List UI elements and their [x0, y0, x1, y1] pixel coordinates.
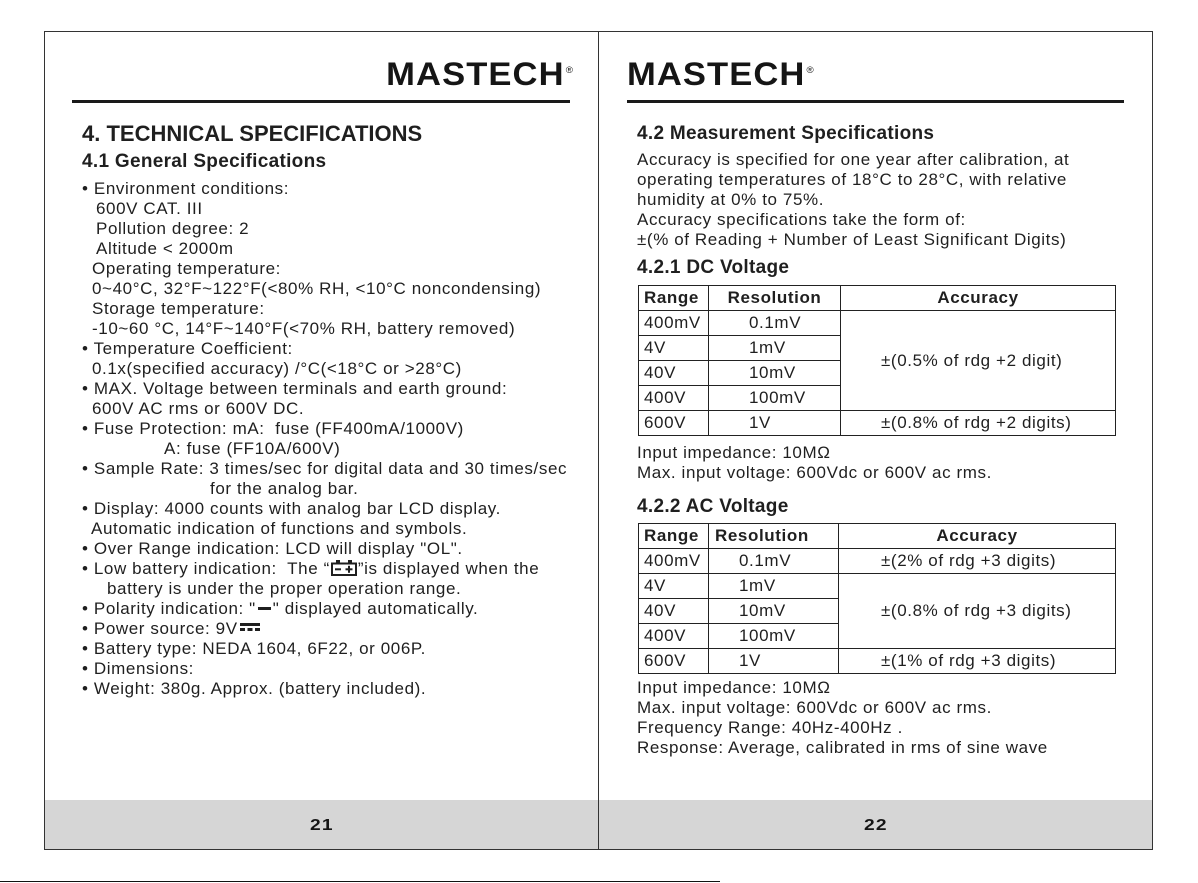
spec-fuse-a: A: fuse (FF10A/600V) [164, 439, 341, 458]
intro-line: operating temperatures of 18°C to 28°C, with relative [637, 170, 1067, 189]
logo-wordmark: MASTECH [386, 56, 565, 92]
accuracy-cell: ±(0.8% of rdg +2 digits) [841, 411, 1116, 436]
accuracy-cell: ±(2% of rdg +3 digits) [839, 549, 1116, 574]
polarity-text-after: " displayed automatically. [272, 599, 479, 618]
spec-display: • Display: 4000 counts with analog bar LCD display. [82, 499, 501, 518]
section-heading-measurement: 4.2 Measurement Specifications [637, 123, 935, 144]
column-header-range: Range [639, 524, 709, 549]
column-header-resolution: Resolution [709, 286, 841, 311]
column-header-accuracy: Accuracy [841, 286, 1116, 311]
mastech-logo [386, 56, 573, 92]
spec-low-battery [82, 559, 567, 579]
spec-temperature-coefficient-value: 0.1x(specified accuracy) /°C(<18°C or >28°C) [92, 359, 462, 378]
table-row [639, 574, 1116, 599]
spec-max-voltage: • MAX. Voltage between terminals and earth ground: [82, 379, 508, 398]
page-number-text: 21 [309, 817, 334, 834]
resolution-cell: 1mV [709, 574, 839, 599]
resolution-cell: 1mV [709, 336, 841, 361]
page-footer [44, 800, 599, 850]
battery-icon [331, 560, 357, 576]
page-divider [598, 31, 599, 850]
dc-voltage-heading: 4.2.1 DC Voltage [637, 257, 790, 278]
spec-sample-rate: • Sample Rate: 3 times/sec for digital data and 30 times/sec [82, 459, 568, 478]
spec-pollution-degree: Pollution degree: 2 [96, 219, 250, 238]
general-specifications-list [82, 179, 567, 699]
intro-line: Accuracy is specified for one year after calibration, at [637, 150, 1070, 169]
dc-voltage-table [638, 285, 1116, 436]
column-header-resolution: Resolution [709, 524, 839, 549]
right-page [599, 31, 1153, 850]
accuracy-cell: ±(1% of rdg +3 digits) [839, 649, 1116, 674]
spec-operating-temperature-label: Operating temperature: [92, 259, 281, 278]
spec-storage-temperature-value: -10~60 °C, 14°F~140°F(<70% RH, battery removed) [92, 319, 516, 338]
spec-over-range: • Over Range indication: LCD will display "OL". [82, 539, 463, 558]
max-input-voltage-note: Max. input voltage: 600Vdc or 600V ac rms. [637, 698, 992, 717]
polarity-text: • Polarity indication: " [82, 599, 256, 618]
range-cell: 400mV [639, 549, 709, 574]
range-cell: 40V [639, 361, 709, 386]
spec-sample-rate-continued: for the analog bar. [210, 479, 359, 498]
spec-weight: • Weight: 380g. Approx. (battery included). [82, 679, 427, 698]
page-footer [599, 800, 1153, 850]
spec-storage-temperature-label: Storage temperature: [92, 299, 265, 318]
spec-battery-type: • Battery type: NEDA 1604, 6F22, or 006P. [82, 639, 426, 658]
column-header-accuracy: Accuracy [839, 524, 1116, 549]
spec-environment: • Environment conditions: [82, 179, 290, 198]
frequency-range-note: Frequency Range: 40Hz-400Hz . [637, 718, 903, 737]
header-rule [627, 100, 1124, 103]
input-impedance-note: Input impedance: 10MΩ [637, 678, 831, 697]
resolution-cell: 100mV [709, 386, 841, 411]
intro-line: ±(% of Reading + Number of Least Significant Digits) [637, 230, 1067, 249]
header-rule [72, 100, 570, 103]
range-cell: 600V [639, 411, 709, 436]
spec-cat-rating: 600V CAT. III [96, 199, 203, 218]
resolution-cell: 10mV [709, 599, 839, 624]
spec-temperature-coefficient: • Temperature Coefficient: [82, 339, 293, 358]
spec-altitude: Altitude < 2000m [96, 239, 234, 258]
accuracy-cell: ±(0.8% of rdg +3 digits) [839, 574, 1116, 649]
range-cell: 40V [639, 599, 709, 624]
accuracy-intro [637, 150, 1069, 250]
section-heading-general: 4.1 General Specifications [82, 151, 327, 172]
resolution-cell: 0.1mV [709, 311, 841, 336]
low-battery-text: • Low battery indication: The “ [82, 559, 330, 578]
spec-max-voltage-value: 600V AC rms or 600V DC. [92, 399, 305, 418]
table-row [639, 411, 1116, 436]
registered-mark: ® [565, 65, 573, 75]
table-header-row [639, 524, 1116, 549]
table-row [639, 311, 1116, 336]
dc-symbol-icon [240, 622, 260, 632]
power-source-text: • Power source: 9V [82, 619, 238, 638]
page-number [44, 816, 599, 836]
spec-power-source [82, 619, 567, 639]
dc-voltage-notes [637, 443, 992, 483]
table-row [639, 649, 1116, 674]
accuracy-cell: ±(0.5% of rdg +2 digit) [841, 311, 1116, 411]
registered-mark: ® [806, 65, 814, 75]
range-cell: 600V [639, 649, 709, 674]
input-impedance-note: Input impedance: 10MΩ [637, 443, 831, 462]
spec-display-continued: Automatic indication of functions and symbols. [91, 519, 468, 538]
low-battery-text-after: ”is displayed when the [357, 559, 540, 578]
ac-voltage-heading: 4.2.2 AC Voltage [637, 496, 789, 517]
bottom-rule [0, 881, 720, 882]
spec-fuse-protection: • Fuse Protection: mA: fuse (FF400mA/1000V) [82, 419, 464, 438]
resolution-cell: 1V [709, 649, 839, 674]
resolution-cell: 100mV [709, 624, 839, 649]
mastech-logo [627, 56, 814, 92]
page-number-text: 22 [864, 817, 888, 834]
table-row [639, 549, 1116, 574]
resolution-cell: 1V [709, 411, 841, 436]
intro-line: Accuracy specifications take the form of: [637, 210, 966, 229]
ac-voltage-notes [637, 678, 1048, 758]
response-note: Response: Average, calibrated in rms of sine wave [637, 738, 1048, 757]
logo-wordmark: MASTECH [627, 56, 806, 92]
spec-polarity [82, 599, 567, 619]
resolution-cell: 10mV [709, 361, 841, 386]
spec-operating-temperature-value: 0~40°C, 32°F~122°F(<80% RH, <10°C noncondensing) [92, 279, 542, 298]
spec-low-battery-continued: battery is under the proper operation range. [107, 579, 462, 598]
table-header-row [639, 286, 1116, 311]
range-cell: 400V [639, 386, 709, 411]
range-cell: 4V [639, 336, 709, 361]
chapter-title: 4. TECHNICAL SPECIFICATIONS [82, 121, 423, 146]
ac-voltage-table [638, 523, 1116, 674]
minus-sign-icon [258, 607, 271, 610]
range-cell: 4V [639, 574, 709, 599]
max-input-voltage-note: Max. input voltage: 600Vdc or 600V ac rms. [637, 463, 992, 482]
intro-line: humidity at 0% to 75%. [637, 190, 825, 209]
resolution-cell: 0.1mV [709, 549, 839, 574]
left-page [44, 31, 599, 850]
range-cell: 400mV [639, 311, 709, 336]
range-cell: 400V [639, 624, 709, 649]
page-number [599, 816, 1153, 836]
spec-dimensions: • Dimensions: [82, 659, 195, 678]
column-header-range: Range [639, 286, 709, 311]
